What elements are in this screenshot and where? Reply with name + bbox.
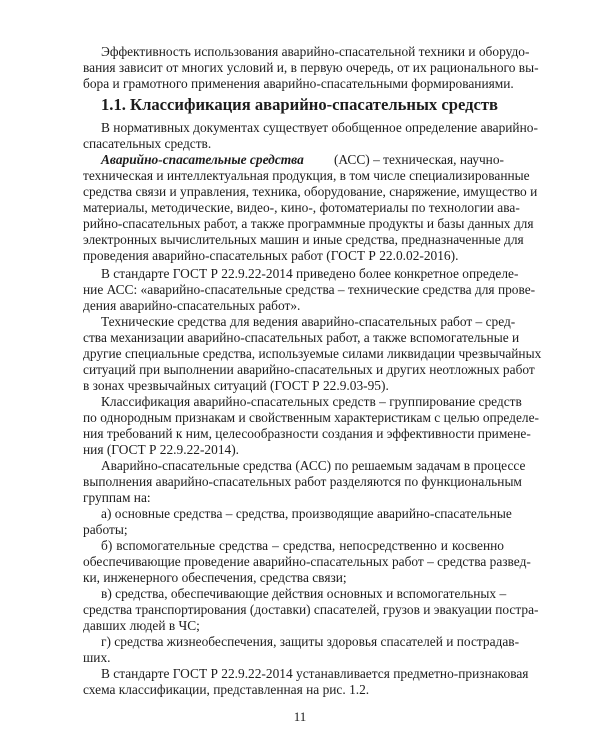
p7-line-1: В стандарте ГОСТ Р 22.9.22-2014 устанавливается предметно-признаковая — [101, 666, 529, 681]
p6-line-3: группам на: — [83, 490, 151, 505]
page-number: 11 — [293, 709, 307, 724]
defined-term: Аварийно-спасательные средства — [101, 152, 304, 167]
p4-line-5: в зонах чрезвычайных ситуаций (ГОСТ Р 22.9.03-95). — [83, 378, 389, 393]
p2-line-2: техническая и интеллектуальная продукция, в том числе специализированные — [83, 168, 530, 183]
p2-line-3: средства связи и управления, техника, оборудование, снаряжение, имущество и — [83, 184, 538, 199]
item-b-line-3: ки, инженерного обеспечения, средства связи; — [83, 570, 347, 585]
p5-line-2: по однородным признакам и свойственным характеристикам с целью определе- — [83, 410, 539, 425]
p3-line-2: ние АСС: «аварийно-спасательные средства – технические средства для прове- — [83, 282, 536, 297]
p4-line-1: Технические средства для ведения аварийно-спасательных работ – сред- — [101, 314, 516, 329]
item-c-line-1: в) средства, обеспечивающие действия основных и вспомогательных – — [101, 586, 507, 601]
p3-line-3: дения аварийно-спасательных работ». — [83, 298, 301, 313]
p2-line-6: электронных вычислительных машин и иные средства, предназначенные для — [83, 232, 524, 247]
item-d-line-2: ших. — [83, 650, 111, 665]
p3-line-1: В стандарте ГОСТ Р 22.9.22-2014 приведено более конкретное определе- — [101, 266, 519, 281]
p2-line-4: материалы, методические, видео-, кино-, фотоматериалы по технологии ава- — [83, 200, 520, 215]
intro-line-1: Эффективность использования аварийно-спасательной техники и оборудо- — [101, 44, 530, 59]
p7-line-2: схема классификации, представленная на рис. 1.2. — [83, 682, 370, 697]
p6-line-1: Аварийно-спасательные средства (АСС) по решаемым задачам в процессе — [101, 458, 526, 473]
item-a-line-1: а) основные средства – средства, производящие аварийно-спасательные — [101, 506, 512, 521]
p2-line-7: проведения аварийно-спасательных работ (ГОСТ Р 22.0.02-2016). — [83, 248, 459, 263]
p4-line-3: другие специальные средства, используемые силами ликвидации чрезвычайных — [83, 346, 542, 361]
p4-line-4: ситуаций при выполнении аварийно-спасательных и других неотложных работ — [83, 362, 535, 377]
p5-line-1: Классификация аварийно-спасательных средств – группирование средств — [101, 394, 522, 409]
p2-line-1 — [101, 152, 504, 168]
item-c-line-2: средства транспортирования (доставки) спасателей, грузов и эвакуации постра- — [83, 602, 539, 617]
p2-line-1-rest: (АСС) – техническая, научно- — [333, 152, 504, 167]
section-heading: 1.1. Классификация аварийно-спасательных средств — [101, 95, 498, 114]
p6-line-2: выполнения аварийно-спасательных работ разделяются по функциональным — [83, 474, 522, 489]
intro-line-2: вания зависит от многих условий и, в первую очередь, от их рационального вы- — [83, 60, 539, 75]
intro-line-3: бора и грамотного применения аварийно-спасательными формированиями. — [83, 76, 514, 91]
item-b-line-1: б) вспомогательные средства – средства, непосредственно и косвенно — [101, 538, 504, 553]
p5-line-3: ния требований к ним, целесообразности создания и эффективности примене- — [83, 426, 531, 441]
item-d-line-1: г) средства жизнеобеспечения, защиты здоровья спасателей и пострадав- — [101, 634, 520, 649]
p1-line-1: В нормативных документах существует обобщенное определение аварийно- — [101, 120, 538, 135]
p4-line-2: ства механизации аварийно-спасательных работ, а также вспомогательные и — [83, 330, 520, 345]
p2-line-5: рийно-спасательных работ, а также программные продукты и базы данных для — [83, 216, 534, 231]
p5-line-4: ния (ГОСТ Р 22.9.22-2014). — [83, 442, 240, 457]
item-a-line-2: работы; — [83, 522, 128, 537]
p1-line-2: спасательных средств. — [83, 136, 212, 151]
item-c-line-3: давших людей в ЧС; — [83, 618, 200, 633]
item-b-line-2: обеспечивающие проведение аварийно-спасательных работ – средства развед- — [83, 554, 531, 569]
